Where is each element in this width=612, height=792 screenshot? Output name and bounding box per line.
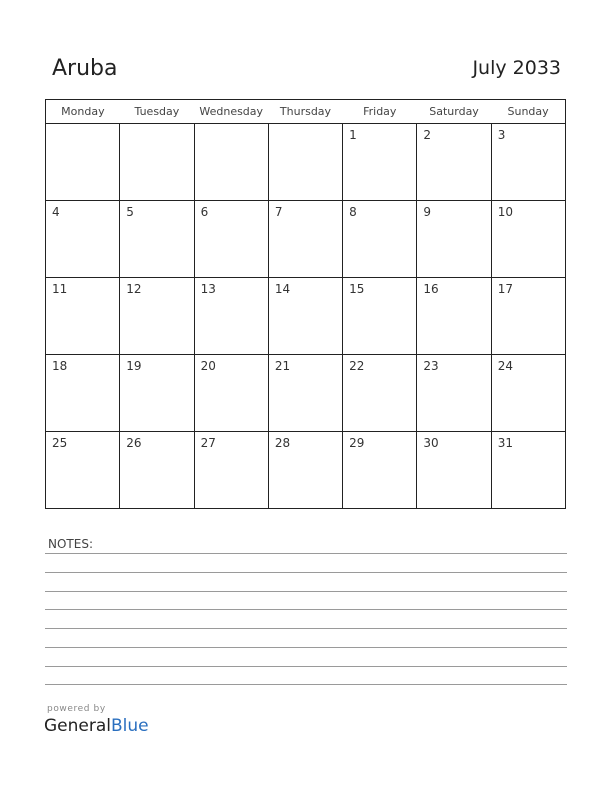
note-line: [45, 553, 567, 554]
week-row: [46, 201, 566, 278]
day-cell: 28: [268, 432, 342, 509]
weekday-tuesday: Tuesday: [120, 100, 194, 124]
note-line: [45, 572, 567, 573]
weekday-monday: Monday: [46, 100, 120, 124]
weekday-header-row: [46, 100, 566, 124]
note-line: [45, 609, 567, 610]
note-line: [45, 591, 567, 592]
calendar-grid: [45, 99, 566, 509]
day-cell: 16: [417, 278, 491, 355]
day-cell: 2: [417, 124, 491, 201]
day-cell: 7: [268, 201, 342, 278]
week-row: [46, 355, 566, 432]
day-cell: 13: [194, 278, 268, 355]
day-cell: 3: [491, 124, 565, 201]
note-line: [45, 647, 567, 648]
day-cell: 24: [491, 355, 565, 432]
day-cell: 22: [343, 355, 417, 432]
day-cell: 9: [417, 201, 491, 278]
month-title: July 2033: [472, 57, 561, 79]
brand-blue: Blue: [111, 716, 149, 736]
day-cell: 19: [120, 355, 194, 432]
day-cell: 23: [417, 355, 491, 432]
weekday-wednesday: Wednesday: [194, 100, 268, 124]
day-cell: 31: [491, 432, 565, 509]
weekday-friday: Friday: [343, 100, 417, 124]
day-cell: 4: [46, 201, 120, 278]
day-cell: [46, 124, 120, 201]
notes-label: NOTES:: [48, 537, 93, 551]
brand-general: General: [44, 716, 111, 736]
week-row: [46, 432, 566, 509]
day-cell: 15: [343, 278, 417, 355]
day-cell: 17: [491, 278, 565, 355]
brand-logo: [44, 716, 149, 736]
day-cell: 10: [491, 201, 565, 278]
weekday-thursday: Thursday: [268, 100, 342, 124]
day-cell: 11: [46, 278, 120, 355]
day-cell: 18: [46, 355, 120, 432]
week-row: [46, 124, 566, 201]
day-cell: [268, 124, 342, 201]
weekday-saturday: Saturday: [417, 100, 491, 124]
day-cell: [194, 124, 268, 201]
day-cell: 20: [194, 355, 268, 432]
note-line: [45, 628, 567, 629]
day-cell: 30: [417, 432, 491, 509]
day-cell: 29: [343, 432, 417, 509]
day-cell: 27: [194, 432, 268, 509]
weekday-sunday: Sunday: [491, 100, 565, 124]
day-cell: 1: [343, 124, 417, 201]
day-cell: 26: [120, 432, 194, 509]
day-cell: 6: [194, 201, 268, 278]
note-line: [45, 666, 567, 667]
day-cell: 5: [120, 201, 194, 278]
day-cell: 25: [46, 432, 120, 509]
day-cell: 21: [268, 355, 342, 432]
day-cell: 12: [120, 278, 194, 355]
week-row: [46, 278, 566, 355]
note-line: [45, 684, 567, 685]
day-cell: [120, 124, 194, 201]
day-cell: 14: [268, 278, 342, 355]
powered-by-text: powered by: [47, 704, 106, 714]
country-title: Aruba: [52, 56, 118, 81]
day-cell: 8: [343, 201, 417, 278]
